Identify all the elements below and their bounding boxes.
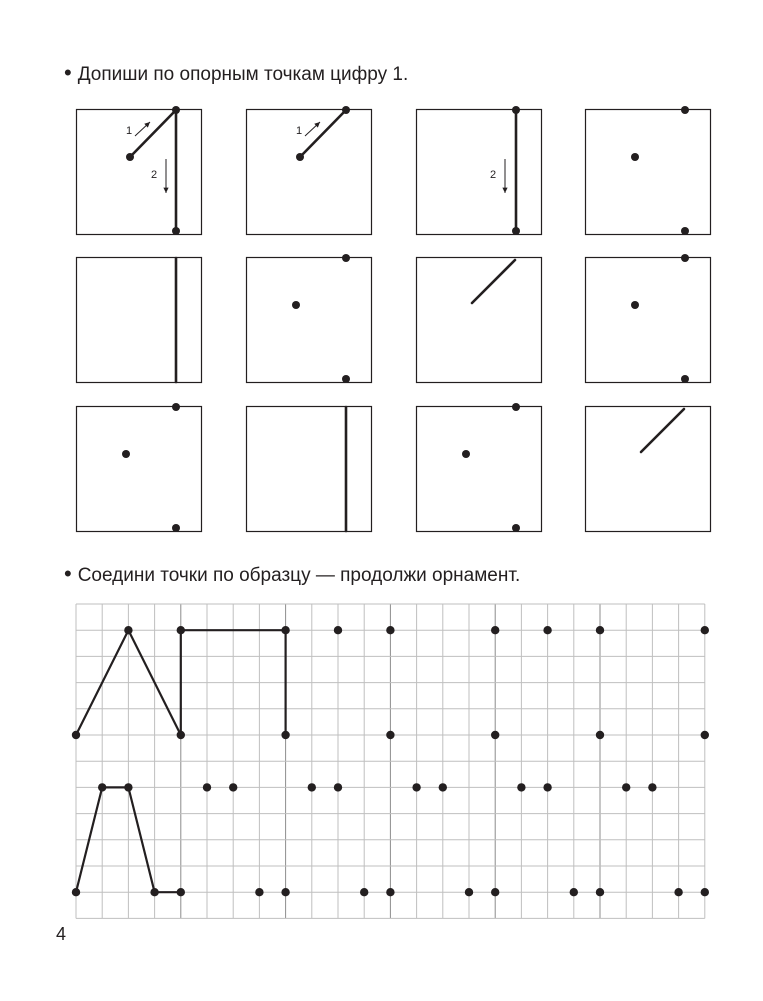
ornament-dot — [98, 783, 106, 791]
ornament-dot — [308, 783, 316, 791]
ornament-dot — [124, 626, 132, 634]
ornament-dot — [491, 731, 499, 739]
ornament-dot — [439, 783, 447, 791]
arrow-number: 2 — [151, 169, 158, 181]
ornament-dot — [570, 888, 578, 896]
arrow-number: 1 — [296, 125, 303, 137]
ornament-dot — [412, 783, 420, 791]
ornament-dot — [701, 888, 709, 896]
ornament-dot — [596, 888, 604, 896]
ornament-dot — [360, 888, 368, 896]
ornament-dot — [596, 731, 604, 739]
ornament-dot — [177, 888, 185, 896]
ornament-dot — [491, 888, 499, 896]
ornament-dot — [177, 731, 185, 739]
ornament-dot — [334, 626, 342, 634]
ornament-dot — [229, 783, 237, 791]
ornament-dot — [465, 888, 473, 896]
page-number: 4 — [56, 924, 67, 944]
bullet-icon: • — [64, 561, 72, 586]
ornament-dot — [701, 731, 709, 739]
ornament-dot — [596, 626, 604, 634]
ornament-dot — [674, 888, 682, 896]
ornament-dot — [72, 888, 80, 896]
ornament-dot — [648, 783, 656, 791]
ornament-dot — [255, 888, 263, 896]
ornament-dot — [281, 731, 289, 739]
ornament-dot — [386, 731, 394, 739]
ornament-dot — [334, 783, 342, 791]
ornament-dot — [543, 626, 551, 634]
ornament-dot — [177, 626, 185, 634]
task-1-text: Допиши по опорным точкам цифру 1. — [77, 64, 409, 85]
ornament-dot — [281, 888, 289, 896]
ornament-dot — [281, 626, 289, 634]
ornament-dot — [386, 888, 394, 896]
arrow-number: 2 — [490, 169, 497, 181]
arrow-number: 1 — [126, 125, 133, 137]
ornament-dot — [517, 783, 525, 791]
bullet-icon: • — [64, 60, 72, 85]
ornament-dot — [124, 783, 132, 791]
ornament-dot — [150, 888, 158, 896]
ornament-dot — [543, 783, 551, 791]
ornament-dot — [386, 626, 394, 634]
ornament-dot — [622, 783, 630, 791]
ornament-dot — [203, 783, 211, 791]
task-2-text: Соедини точки по образцу — продолжи орнамент. — [77, 565, 521, 586]
ornament-dot — [72, 731, 80, 739]
ornament-dot — [491, 626, 499, 634]
ornament-dot — [701, 626, 709, 634]
